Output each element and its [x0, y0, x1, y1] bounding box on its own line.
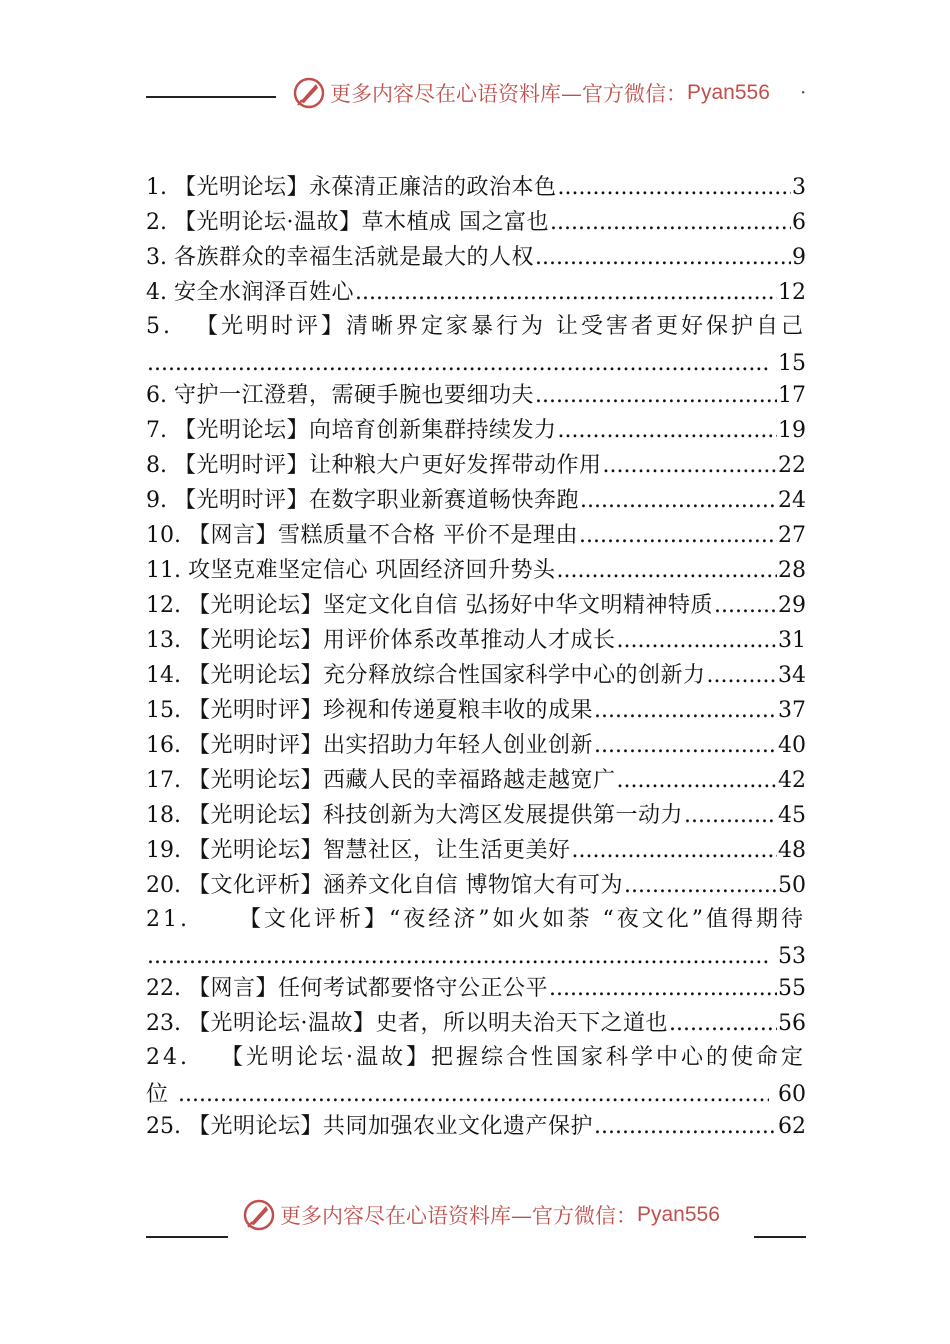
- toc-leader: [594, 1109, 777, 1144]
- header-dot: ·: [800, 80, 807, 104]
- toc-leader: [558, 170, 791, 205]
- toc-title: 【网言】雪糕质量不合格 平价不是理由: [188, 523, 578, 548]
- toc-title-continuation: 位: [146, 1082, 169, 1107]
- toc-page: 15: [778, 351, 806, 376]
- toc-number: 11.: [146, 558, 181, 583]
- toc-page: 3: [792, 175, 806, 200]
- toc-page: 53: [778, 944, 806, 969]
- page-footer: [0, 1196, 950, 1236]
- toc-number: 24.: [146, 1045, 190, 1070]
- toc-leader: [603, 448, 777, 483]
- quill-logo-icon: [292, 76, 326, 110]
- toc-leader: [558, 413, 777, 448]
- toc-page: 24: [778, 488, 806, 513]
- toc-title: 【光明论坛·温故】史者，所以明夫治天下之道也: [188, 1011, 668, 1036]
- toc-entry[interactable]: [146, 623, 806, 658]
- toc-leader: [557, 553, 778, 588]
- toc-entry[interactable]: [146, 275, 806, 310]
- toc-entry[interactable]: [146, 518, 806, 553]
- footer-wechat-id: Pyan556: [637, 1203, 720, 1226]
- toc-page: 29: [778, 593, 806, 618]
- toc-entry[interactable]: [146, 658, 806, 693]
- header-wechat-id: Pyan556: [687, 81, 770, 104]
- toc-entry[interactable]: [146, 310, 806, 378]
- toc-entry[interactable]: [146, 728, 806, 763]
- footer-rule-right: [754, 1236, 806, 1238]
- toc-number: 5.: [146, 314, 173, 339]
- toc-entry[interactable]: [146, 833, 806, 868]
- toc-entry[interactable]: [146, 1109, 806, 1144]
- toc-leader: [355, 275, 777, 310]
- toc-title: 【光明论坛】用评价体系改革推动人才成长: [188, 628, 616, 653]
- toc-entry[interactable]: [146, 903, 806, 971]
- toc-number: 14.: [146, 663, 181, 688]
- toc-title: 【光明时评】珍视和传递夏粮丰收的成果: [188, 698, 594, 723]
- toc-page: 62: [778, 1114, 806, 1139]
- toc-title: 【网言】任何考试都要恪守公正公平: [188, 976, 549, 1001]
- toc-number: 22.: [146, 976, 181, 1001]
- toc-page: 19: [778, 418, 806, 443]
- toc-leader: [594, 728, 777, 763]
- toc-page: 17: [778, 383, 806, 408]
- toc-title: 【文化评析】涵养文化自信 博物馆大有可为: [188, 873, 623, 898]
- toc-page: 60: [778, 1082, 806, 1107]
- toc-number: 7.: [146, 418, 167, 443]
- toc-leader: [617, 623, 777, 658]
- toc-title: 【光明论坛】西藏人民的幸福路越走越宽广: [188, 768, 616, 793]
- toc-leader: [579, 518, 777, 553]
- toc-number: 13.: [146, 628, 181, 653]
- toc-number: 1.: [146, 175, 167, 200]
- toc-number: 4.: [146, 280, 167, 305]
- toc-number: 15.: [146, 698, 181, 723]
- page-header: [0, 74, 950, 114]
- toc-title: 【光明时评】出实招助力年轻人创业创新: [188, 733, 594, 758]
- toc-entry[interactable]: [146, 205, 806, 240]
- toc-number: 21.: [146, 907, 190, 932]
- toc-number: 16.: [146, 733, 181, 758]
- toc-number: 8.: [146, 453, 167, 478]
- toc-leader: [594, 693, 777, 728]
- toc-number: 18.: [146, 803, 181, 828]
- toc-number: 2.: [146, 210, 167, 235]
- toc-title: 【光明论坛】坚定文化自信 弘扬好中华文明精神特质: [188, 593, 713, 618]
- toc-leader: [669, 1006, 777, 1041]
- toc-title: 【光明论坛】充分释放综合性国家科学中心的创新力: [188, 663, 706, 688]
- quill-logo-icon: [242, 1198, 276, 1232]
- toc-entry[interactable]: [146, 693, 806, 728]
- toc-number: 17.: [146, 768, 181, 793]
- footer-watermark-text: 更多内容尽在心语资料库—官方微信：: [280, 1204, 637, 1228]
- header-watermark: [292, 76, 770, 110]
- toc-page: 37: [778, 698, 806, 723]
- toc-entry[interactable]: [146, 763, 806, 798]
- toc-page: 48: [778, 838, 806, 863]
- toc-title: 【光明时评】让种粮大户更好发挥带动作用: [174, 453, 602, 478]
- toc-page: 40: [778, 733, 806, 758]
- toc-page: 6: [792, 210, 806, 235]
- toc-title: 【光明论坛】向培育创新集群持续发力: [174, 418, 557, 443]
- toc-title: 【光明论坛】智慧社区，让生活更美好: [188, 838, 571, 863]
- header-rule-left: [146, 96, 276, 98]
- toc-title: 各族群众的幸福生活就是最大的人权: [174, 245, 535, 270]
- toc-page: 12: [778, 280, 806, 305]
- table-of-contents: [146, 170, 806, 1144]
- toc-title: 【光明时评】在数字职业新赛道畅快奔跑: [174, 488, 580, 513]
- toc-number: 12.: [146, 593, 181, 618]
- toc-title: 【光明论坛】永葆清正廉洁的政治本色: [174, 175, 557, 200]
- toc-leader: [684, 798, 777, 833]
- toc-page: 22: [778, 453, 806, 478]
- toc-page: 50: [778, 873, 806, 898]
- toc-leader: [580, 483, 777, 518]
- toc-entry[interactable]: [146, 240, 806, 275]
- toc-page: 45: [778, 803, 806, 828]
- toc-title: 【光明论坛】共同加强农业文化遗产保护: [188, 1114, 594, 1139]
- toc-entry[interactable]: [146, 170, 806, 205]
- toc-entry[interactable]: [146, 448, 806, 483]
- footer-watermark: [242, 1198, 720, 1232]
- toc-page: 28: [778, 558, 806, 583]
- toc-leader: [707, 658, 777, 693]
- toc-page: 55: [778, 976, 806, 1001]
- toc-leader: [714, 588, 777, 623]
- toc-number: 20.: [146, 873, 181, 898]
- toc-entry[interactable]: [146, 378, 806, 413]
- toc-title: 【光明论坛·温故】草木植成 国之富也: [174, 210, 549, 235]
- toc-entry[interactable]: [146, 868, 806, 903]
- toc-entry[interactable]: [146, 971, 806, 1006]
- toc-leader: [624, 868, 777, 903]
- toc-number: 19.: [146, 838, 181, 863]
- toc-number: 10.: [146, 523, 181, 548]
- header-watermark-text: 更多内容尽在心语资料库—官方微信：: [330, 82, 687, 106]
- toc-leader: [550, 205, 791, 240]
- toc-page: 9: [792, 245, 806, 270]
- toc-page: 31: [778, 628, 806, 653]
- toc-leader: [535, 240, 791, 275]
- toc-title: 【光明论坛】科技创新为大湾区发展提供第一动力: [188, 803, 684, 828]
- toc-title: 攻坚克难坚定信心 巩固经济回升势头: [188, 558, 556, 583]
- toc-page: 56: [778, 1011, 806, 1036]
- toc-page: 42: [778, 768, 806, 793]
- toc-entry[interactable]: [146, 1006, 806, 1041]
- toc-title: 【文化评析】“夜经济”如火如荼 “夜文化”值得期待: [239, 907, 806, 932]
- toc-page: 27: [778, 523, 806, 548]
- toc-number: 9.: [146, 488, 167, 513]
- toc-number: 25.: [146, 1114, 181, 1139]
- toc-title: 安全水润泽百姓心: [174, 280, 355, 305]
- toc-entry[interactable]: [146, 588, 806, 623]
- toc-leader: [549, 971, 777, 1006]
- toc-entry[interactable]: [146, 413, 806, 448]
- toc-title: 守护一江澄碧，需硬手腕也要细功夫: [174, 383, 535, 408]
- footer-rule-left: [146, 1236, 228, 1238]
- toc-title: 【光明论坛·温故】把握综合性国家科学中心的使命定: [221, 1045, 806, 1070]
- toc-page: 34: [778, 663, 806, 688]
- toc-number: 6.: [146, 383, 167, 408]
- toc-leader: [535, 378, 777, 413]
- toc-number: 3.: [146, 245, 167, 270]
- toc-leader: [572, 833, 777, 868]
- toc-entry[interactable]: [146, 553, 806, 588]
- toc-title: 【光明时评】清晰界定家暴行为 让受害者更好保护自己: [196, 314, 806, 339]
- toc-leader: [617, 763, 777, 798]
- toc-entry[interactable]: [146, 483, 806, 518]
- toc-entry[interactable]: [146, 798, 806, 833]
- toc-entry[interactable]: [146, 1041, 806, 1109]
- toc-number: 23.: [146, 1011, 181, 1036]
